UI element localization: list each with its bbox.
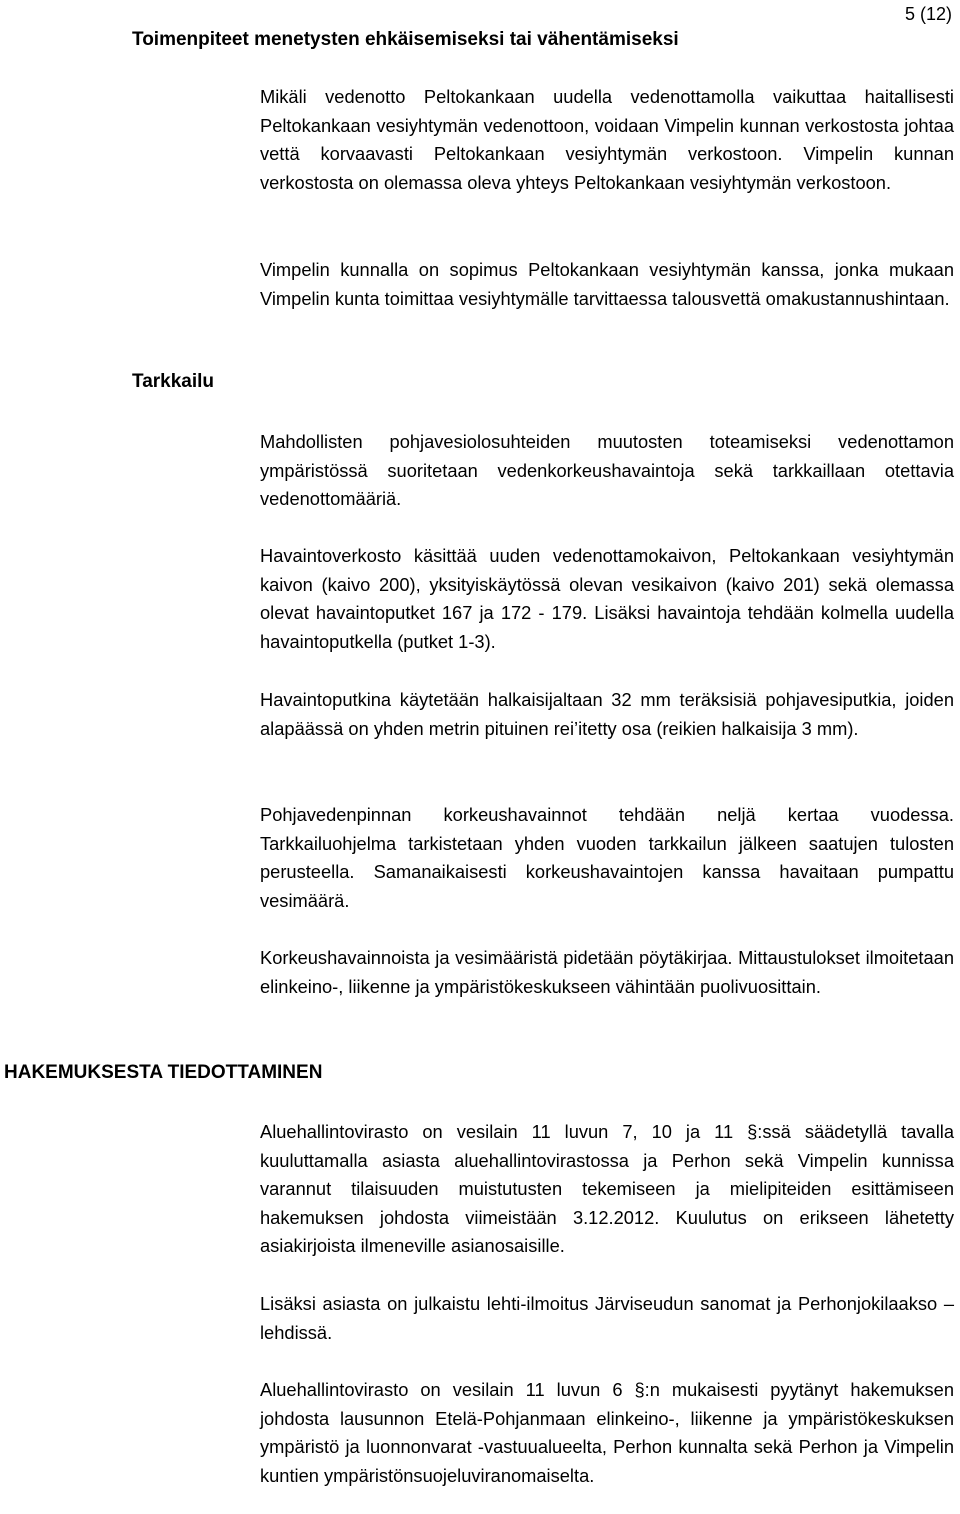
section-heading-tarkkailu: Tarkkailu [132,371,215,392]
paragraph: Pohjavedenpinnan korkeushavainnot tehdään neljä kertaa vuodessa. Tarkkailuohjelma tarkistetaan yhden vuoden tarkkailun jälkeen saatujen tulosten perusteella. Samanaikaisesti korkeushavaintojen kanssa havaitaan pumpattu vesimäärä. [260,804,954,911]
paragraph: Havaintoputkina käytetään halkaisijaltaan 32 mm teräksisiä pohjavesiputkia, joiden alapäässä on yhden metrin pituinen rei’itetty osa (reikien halkaisija 3 mm). [260,689,954,739]
paragraph: Mahdollisten pohjavesiolosuhteiden muutosten toteamiseksi vedenottamon ympäristössä suoritetaan vedenkorkeushavaintoja sekä tarkkaillaan otettavia vedenottomääriä. [260,431,954,510]
section-heading-toimenpiteet: Toimenpiteet menetysten ehkäisemiseksi tai vähentämiseksi [132,29,679,50]
paragraph: Aluehallintovirasto on vesilain 11 luvun 7, 10 ja 11 §:ssä säädetyllä tavalla kuuluttamalla asiasta aluehallintovirastossa ja Perhon sekä Vimpelin kunnissa varannut tilaisuuden muistutusten tekemiseen ja mielipiteiden esittämiseen hakemuksen johdosta viimeistään 3.12.2012. Kuulutus on erikseen lähetetty asiakirjoista ilmeneville asianosaisille. [260,1121,954,1257]
page-number: 5 (12) [904,4,952,24]
paragraph: Vimpelin kunnalla on sopimus Peltokankaan vesiyhtymän kanssa, jonka mukaan Vimpelin kunta toimittaa vesiyhtymälle tarvittaessa talousvettä omakustannushintaan. [260,259,954,309]
paragraph: Korkeushavainnoista ja vesimääristä pidetään pöytäkirjaa. Mittaustulokset ilmoitetaan elinkeino-, liikenne ja ympäristökeskukseen vähintään puolivuosittain. [260,947,954,997]
paragraph: Lisäksi asiasta on julkaistu lehti-ilmoitus Järviseudun sanomat ja Perhonjokilaakso – lehdissä. [260,1293,954,1343]
section-heading-tiedottaminen: HAKEMUKSESTA TIEDOTTAMINEN [4,1062,323,1083]
paragraph: Havaintoverkosto käsittää uuden vedenottamokaivon, Peltokankaan vesiyhtymän kaivon (kaivo 200), yksityiskäytössä olevan vesikaivon (kaivo 201) sekä olemassa olevat havaintoputket 167 ja 172 - 179. Lisäksi havaintoja tehdään kolmella uudella havaintoputkella (putket 1-3). [260,545,954,652]
paragraph: Aluehallintovirasto on vesilain 11 luvun 6 §:n mukaisesti pyytänyt hakemuksen johdosta lausunnon Etelä-Pohjanmaan elinkeino-, liikenne ja ympäristökeskuksen ympäristö ja luonnonvarat -vastuualueelta, Perhon kunnalta sekä Perhon ja Vimpelin kuntien ympäristönsuojeluviranomaiselta. [260,1379,954,1486]
paragraph: Mikäli vedenotto Peltokankaan uudella vedenottamolla vaikuttaa haitallisesti Peltokankaan vesiyhtymän vedenottoon, voidaan Vimpelin kunnan verkostosta johtaa vettä korvaavasti Peltokankaan vesiyhtymän verkostoon. Vimpelin kunnan verkostosta on olemassa oleva yhteys Peltokankaan vesiyhtymän verkostoon. [260,86,954,193]
